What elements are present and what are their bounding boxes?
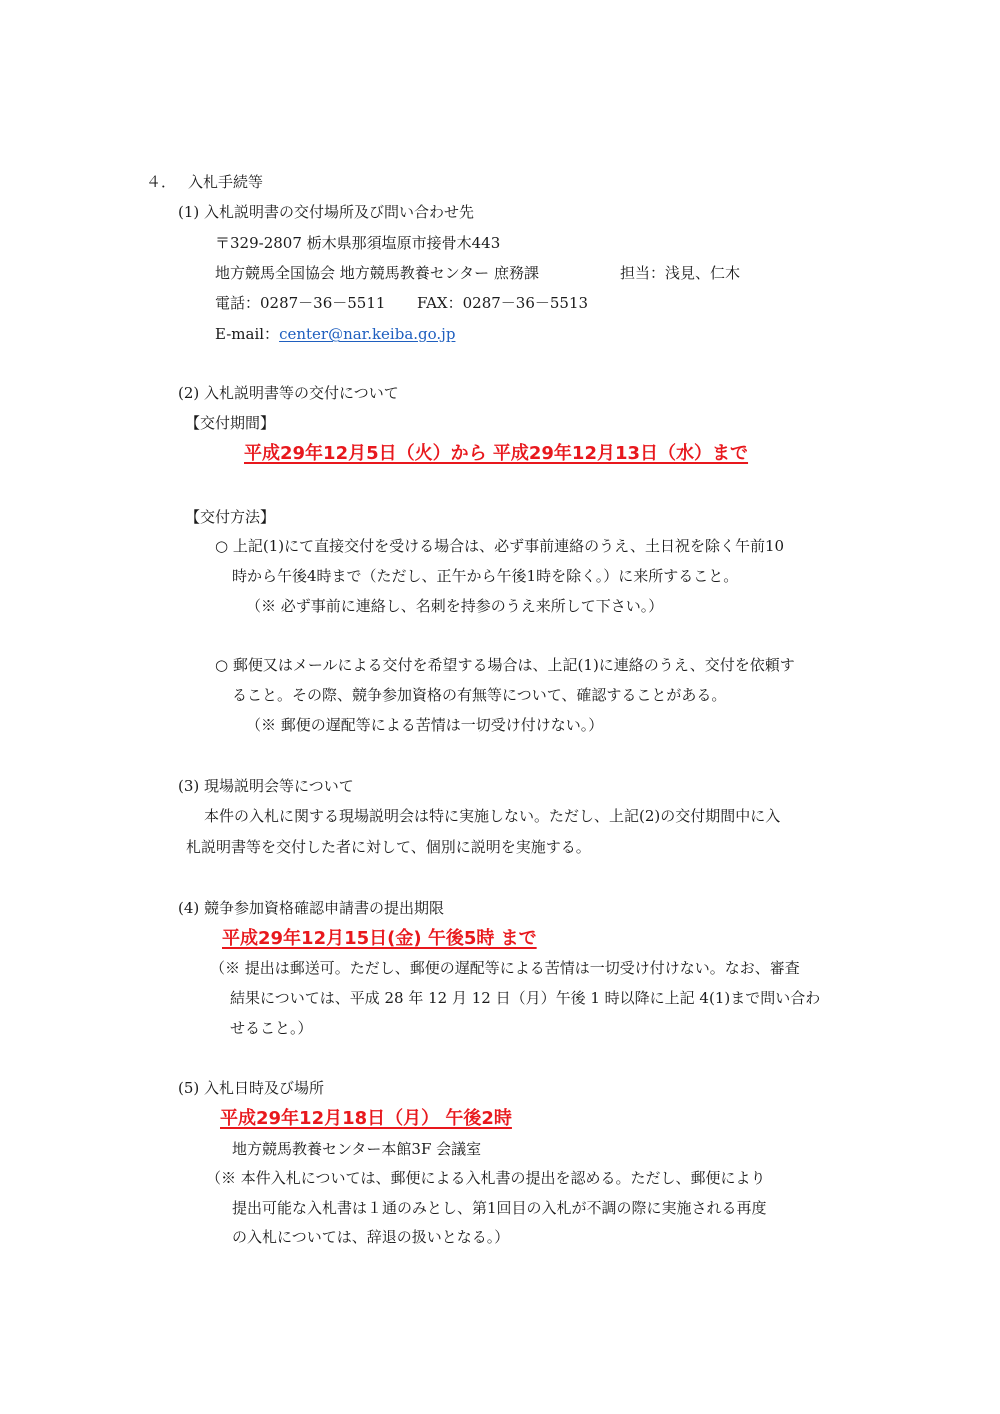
section-number: ４． — [146, 173, 177, 191]
email-label: E-mail： — [215, 325, 280, 343]
contact-persons: 担当：浅見、仁木 — [620, 264, 741, 282]
phone-number: 電話：0287－36－5511 — [215, 294, 386, 312]
sub5-note-line2: 提出可能な入札書は１通のみとし、第1回目の入札が不調の際に実施される再度 — [232, 1199, 767, 1217]
application-deadline: 平成29年12月15日(金) 午後5時 まで — [222, 928, 537, 949]
fax-number: FAX：0287－36－5513 — [417, 294, 589, 312]
sub4-note-line3: せること。） — [230, 1019, 313, 1037]
sub4-heading: (4) 競争参加資格確認申請書の提出期限 — [178, 899, 445, 917]
sub4-note-line2: 結果については、平成 28 年 12 月 12 日（月）午後 1 時以降に上記 4(1)まで問い合わ — [230, 989, 821, 1007]
method-item1-note: （※ 必ず事前に連絡し、名刺を持参のうえ来所して下さい。） — [246, 597, 664, 615]
method-item2-line2: ること。その際、競争参加資格の有無等について、確認することがある。 — [232, 686, 727, 704]
period-label: 【交付期間】 — [185, 414, 276, 432]
method-item1-line2: 時から午後4時まで（ただし、正午から午後1時を除く。）に来所すること。 — [232, 567, 739, 585]
method-item2-line1: ○ 郵便又はメールによる交付を希望する場合は、上記(1)に連絡のうえ、交付を依頼す — [215, 656, 795, 674]
bid-place: 地方競馬教養センター本館3F 会議室 — [232, 1140, 482, 1158]
section-title: 入札手続等 — [188, 173, 264, 191]
sub5-heading: (5) 入札日時及び場所 — [178, 1079, 325, 1097]
method-item2-note: （※ 郵便の遅配等による苦情は一切受け付けない。） — [246, 716, 604, 734]
sub5-note-line3: の入札については、辞退の扱いとなる。） — [232, 1228, 510, 1246]
sub2-heading: (2) 入札説明書等の交付について — [178, 384, 399, 402]
sub4-note-line1: （※ 提出は郵送可。ただし、郵便の遅配等による苦情は一切受け付けない。なお、審査 — [210, 959, 800, 977]
email-link[interactable]: center@nar.keiba.go.jp — [279, 325, 456, 343]
sub3-line2: 札説明書等を交付した者に対して、個別に説明を実施する。 — [186, 838, 591, 856]
sub3-line1: 本件の入札に関する現場説明会は特に実施しない。ただし、上記(2)の交付期間中に入 — [204, 807, 781, 825]
bid-datetime: 平成29年12月18日（月） 午後2時 — [220, 1108, 512, 1129]
sub1-heading: (1) 入札説明書の交付場所及び問い合わせ先 — [178, 203, 475, 221]
method-item1-line1: ○ 上記(1)にて直接交付を受ける場合は、必ず事前連絡のうえ、土日祝を除く午前10 — [215, 537, 785, 555]
sub5-note-line1: （※ 本件入札については、郵便による入札書の提出を認める。ただし、郵便により — [206, 1169, 766, 1187]
organization: 地方競馬全国協会 地方競馬教養センター 庶務課 — [215, 264, 539, 282]
issue-period: 平成29年12月5日（火）から 平成29年12月13日（水）まで — [244, 443, 749, 464]
method-label: 【交付方法】 — [185, 508, 276, 526]
sub3-heading: (3) 現場説明会等について — [178, 777, 354, 795]
address: 〒329-2807 栃木県那須塩原市接骨木443 — [215, 234, 501, 252]
email-line — [215, 324, 455, 344]
